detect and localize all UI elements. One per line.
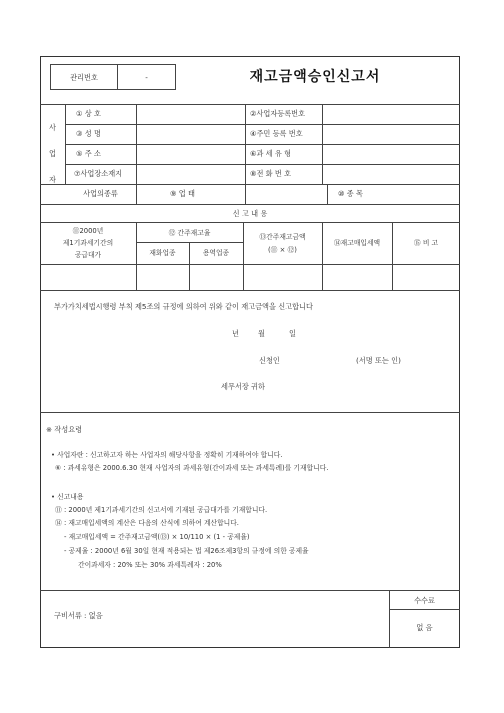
biz-side-char-3: 자 bbox=[49, 175, 56, 184]
business-type-label: ⑨ 업 태 bbox=[170, 189, 195, 198]
field-label-idno: ④주민 등록 번호 bbox=[250, 129, 303, 138]
hline-report-header bbox=[40, 264, 460, 265]
mgmt-value[interactable]: - bbox=[145, 73, 148, 82]
report-col3-line1: ⑬간주재고금액 bbox=[259, 233, 306, 241]
report-col2-sub-services: 용역업종 bbox=[202, 249, 230, 257]
vline-cat bbox=[136, 184, 137, 204]
docs-label: 구비서류 : 없음 bbox=[54, 611, 103, 620]
instruction-item-8: 간이과세자 : 20% 또는 30% 과세특례자 : 20% bbox=[78, 561, 222, 569]
field-label-taxtype: ⑥과 세 유 형 bbox=[250, 149, 292, 158]
business-item-label: ⑩ 종 목 bbox=[338, 189, 363, 198]
hline-report-bottom bbox=[40, 290, 460, 291]
biz-side-char-2: 업 bbox=[49, 149, 56, 158]
recipient-label: 세무서장 귀하 bbox=[221, 382, 265, 391]
vline-biz-right-label bbox=[322, 104, 323, 184]
instruction-item-1: • 사업자란 : 신고하고자 하는 사업자의 해당사항을 정확히 기재하여야 합니다. bbox=[51, 451, 283, 459]
fee-label: 수수료 bbox=[414, 596, 435, 605]
hline-biz-2 bbox=[65, 144, 460, 145]
category-label: 사업의종류 bbox=[83, 189, 118, 198]
hline-biz-3 bbox=[65, 164, 460, 165]
report-col1-line2: 제1기과세기간의 bbox=[62, 239, 114, 247]
field-label-location: ⑦사업장소재지 bbox=[74, 169, 123, 178]
date-month: 월 bbox=[258, 329, 265, 338]
date-year: 년 bbox=[232, 329, 239, 338]
signature-label: (서명 또는 인) bbox=[356, 356, 401, 365]
report-col3-line2: (⑪ × ⑫) bbox=[268, 246, 297, 254]
field-label-rep: ③ 성 명 bbox=[76, 129, 101, 138]
instruction-item-3: • 신고내용 bbox=[51, 493, 84, 501]
applicant-label: 신청인 bbox=[259, 356, 280, 365]
field-label-phone: ⑧전 화 번 호 bbox=[250, 169, 292, 178]
report-col2-title: ⑫ 간주재고율 bbox=[168, 229, 211, 237]
field-label-address: ⑤ 주 소 bbox=[76, 149, 101, 158]
hline-biz-bottom bbox=[40, 204, 460, 205]
instruction-item-2: ⑥ : 과세유형은 2000.6.30 현재 사업자의 과세유형(간이과세 또는 과세특례)를 기재합니다. bbox=[55, 464, 329, 472]
report-col1-line3: 공급대가 bbox=[74, 251, 102, 259]
hline-fee bbox=[389, 609, 460, 610]
fee-value: 없 음 bbox=[416, 623, 433, 632]
report-col1-line1: ⑪2000년 bbox=[72, 227, 104, 235]
hline-biz-top bbox=[40, 104, 460, 105]
hline-biz-4 bbox=[40, 184, 460, 185]
vline-item bbox=[327, 184, 328, 204]
instruction-item-6: - 재고매입세액 = 간주재고금액(⑬) × 10/110 × (1 - 공제율) bbox=[64, 533, 250, 541]
hline-instructions-top bbox=[40, 412, 460, 413]
report-col5: ⑮ 비 고 bbox=[413, 239, 439, 247]
instruction-item-7: - 공제율 : 2000년 6월 30일 현재 적용되는 법 제26조제3항의 규정에 의한 공제율 bbox=[64, 547, 309, 555]
instruction-item-4: ⑪ : 2000년 제1기과세기간의 신고서에 기재된 공급대가를 기재합니다. bbox=[55, 506, 268, 514]
report-section-title: 신 고 내 용 bbox=[232, 209, 268, 218]
field-label-name: ① 상 호 bbox=[76, 109, 101, 118]
page-title: 재고금액승인신고서 bbox=[249, 69, 381, 85]
report-col4: ⑭재고매입세액 bbox=[333, 239, 381, 247]
report-col2-sub-goods: 재화업종 bbox=[149, 249, 176, 257]
vline-report-4 bbox=[392, 222, 393, 290]
biz-side-char-1: 사 bbox=[49, 123, 56, 132]
instructions-heading: ※ 작성요령 bbox=[46, 425, 83, 434]
date-day: 일 bbox=[289, 329, 296, 338]
vline-report-3 bbox=[322, 222, 323, 290]
field-label-regno: ②사업자등록번호 bbox=[250, 109, 306, 118]
declaration-statement: 부가가치세법시행령 부칙 제5조의 규정에 의하여 위와 같이 재고금액을 신고합니다 bbox=[54, 302, 313, 311]
instruction-item-5: ⑭ : 재고매입세액의 계산은 다음의 산식에 의하여 계산합니다. bbox=[55, 519, 239, 527]
vline-biz-left-label bbox=[136, 104, 137, 184]
hline-footer-top bbox=[40, 590, 460, 591]
vline-biz-mid bbox=[245, 104, 246, 204]
mgmt-label: 관리번호 bbox=[70, 73, 98, 82]
hline-biz-1 bbox=[65, 124, 460, 125]
hline-report-title bbox=[40, 222, 460, 223]
vline-biz-side bbox=[65, 104, 66, 184]
vline-report-2 bbox=[243, 222, 244, 290]
